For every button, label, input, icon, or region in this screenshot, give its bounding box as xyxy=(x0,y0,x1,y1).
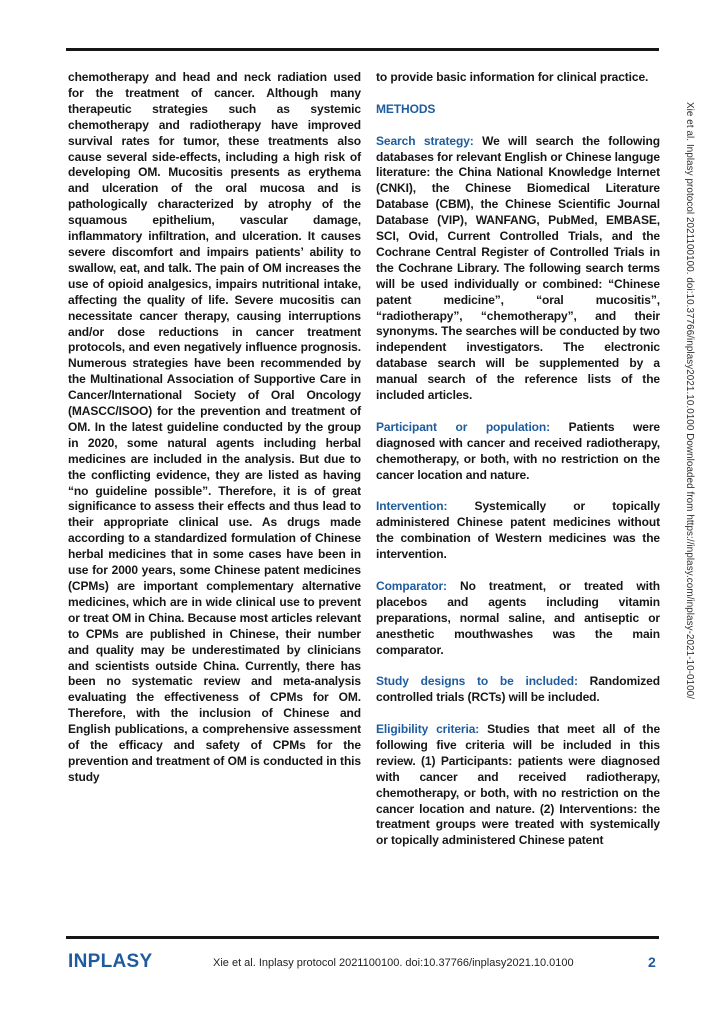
sidebar-vertical-citation: Xie et al. Inplasy protocol 2021100100. doi:10.37766/inplasy2021.10.0100 Downloaded from https://inplasy.com/inplasy-2021-10-0100/ xyxy=(684,102,695,700)
paragraph-text: We will search the following databases for relevant English or Chinese languge literature: the China National Knowledge Internet (CNKI), the Chinese Biomedical Literature Database (CBM), the Chinese Scientific Journal Database (VIP), WANFANG, PubMed, EMBASE, SCI, Ovid, Current Controlled Trials, and the Cochrane Central Register of Controlled Trials in the Cochrane Library. The following search terms will be used individually or combined: “Chinese patent medicine”, “oral mucositis”, “radiotherapy”, “chemotherapy”, and their synonyms. The searches will be conducted by two independent investigators. The electronic database search will be supplemented by a manual search of the reference lists of the included articles. xyxy=(376,133,660,403)
introduction-text: chemotherapy and head and neck radiation used for the treatment of cancer. Although many therapeutic strategies such as systemic chemotherapy and radiotherapy have improved survival rates for tumor, these treatments also cause several side-effects, including a high risk of developing OM. Mucositis presents as erythema and ulceration of the oral mucosa and is pathologically characterized by atrophy of the squamous epithelium, vascular damage, inflammatory infiltration, and ulceration. It causes severe discomfort and impairs patients’ ability to swallow, eat, and talk. The pain of OM increases the use of opioid analgesics, impairs nutritional intake, affecting the quality of life. Severe mucositis can necessitate cancer therapy, causing interruptions and/or dose reductions in cancer treatment protocols, and even negatively influence prognosis. Numerous strategies have been recommended by the Multinational Association of Supportive Care in Cancer/International Society of Oral Oncology (MASCC/ISOO) for the prevention and treatment of OM. In the latest guideline conducted by the group in 2020, some natural agents including herbal medicines are included in the analysis. But due to the conflicting evidence, they are listed as having “no guideline possible”. Therefore, it is of great significance to assess their effects and thus lead to their appropriate clinical use. As drugs made according to a standardized formulation of Chinese herbal medicines that in some cases have been in use for 2000 years, some Chinese patent medicines (CPMs) are important complementary alternative medicines, which are in wide clinical use to prevent or treat OM in China. Because most articles relevant to CPMs are published in Chinese, their number and quality may be underestimated by clinicians and scientists outside China. Currently, there has been no systematic review and meta-analysis evaluating the effectiveness of CPMs for OM. Therefore, with the inclusion of Chinese and English publications, a comprehensive assessment of the efficacy and safety of CPMs for the prevention and treatment of OM is conducted in this study xyxy=(68,70,361,784)
paragraph-text: Studies that meet all of the following five criteria will be included in this review. (1) Participants: patients were diagnosed with cancer and received radiotherapy, chemotherapy, or both, with no restriction on the cancer location and nature. (2) Interventions: the treatment groups were treated with systemically or topically administered Chinese patent xyxy=(376,722,661,848)
paragraph-participant-or-population xyxy=(376,420,660,484)
inplasy-logo: INPLASY xyxy=(68,951,153,972)
right-column xyxy=(376,70,660,849)
top-rule xyxy=(66,48,659,51)
paragraph-text: to provide basic information for clinical practice. xyxy=(376,70,649,84)
section-label: Eligibility criteria: xyxy=(376,722,480,737)
paragraph-intervention xyxy=(376,499,660,563)
paragraph-search-strategy xyxy=(376,134,660,404)
paragraph-text: Patients were diagnosed with cancer and received radiotherapy, chemotherapy, or both, with no restriction on the cancer location and nature. xyxy=(376,419,660,482)
section-label: Search strategy: xyxy=(376,133,474,148)
page-number: 2 xyxy=(648,954,656,970)
paragraph-comparator xyxy=(376,579,660,659)
paragraph-practice xyxy=(376,70,660,86)
left-column xyxy=(68,70,361,849)
section-label: Intervention: xyxy=(376,499,448,514)
section-label: Study designs to be included: xyxy=(376,674,578,689)
section-label: Participant or population: xyxy=(376,419,551,434)
paragraph-text: Systemically or topically administered Chinese patent medicines without the combination of Western medicines was the intervention. xyxy=(376,499,660,562)
paragraph-eligibility-criteria xyxy=(376,722,660,849)
paragraph-text: Randomized controlled trials (RCTs) will be included. xyxy=(376,674,660,705)
paragraph-text: No treatment, or treated with placebos and agents including vitamin preparations, normal saline, and antiseptic or anesthetic mouthwashes was the main comparator. xyxy=(376,578,660,657)
section-label: Comparator: xyxy=(376,578,447,593)
methods-heading: METHODS xyxy=(376,101,436,116)
two-column-body xyxy=(68,70,660,849)
footer-rule xyxy=(66,936,659,939)
paragraph-study-designs xyxy=(376,674,660,706)
footer-citation: Xie et al. Inplasy protocol 2021100100. doi:10.37766/inplasy2021.10.0100 xyxy=(213,957,574,969)
